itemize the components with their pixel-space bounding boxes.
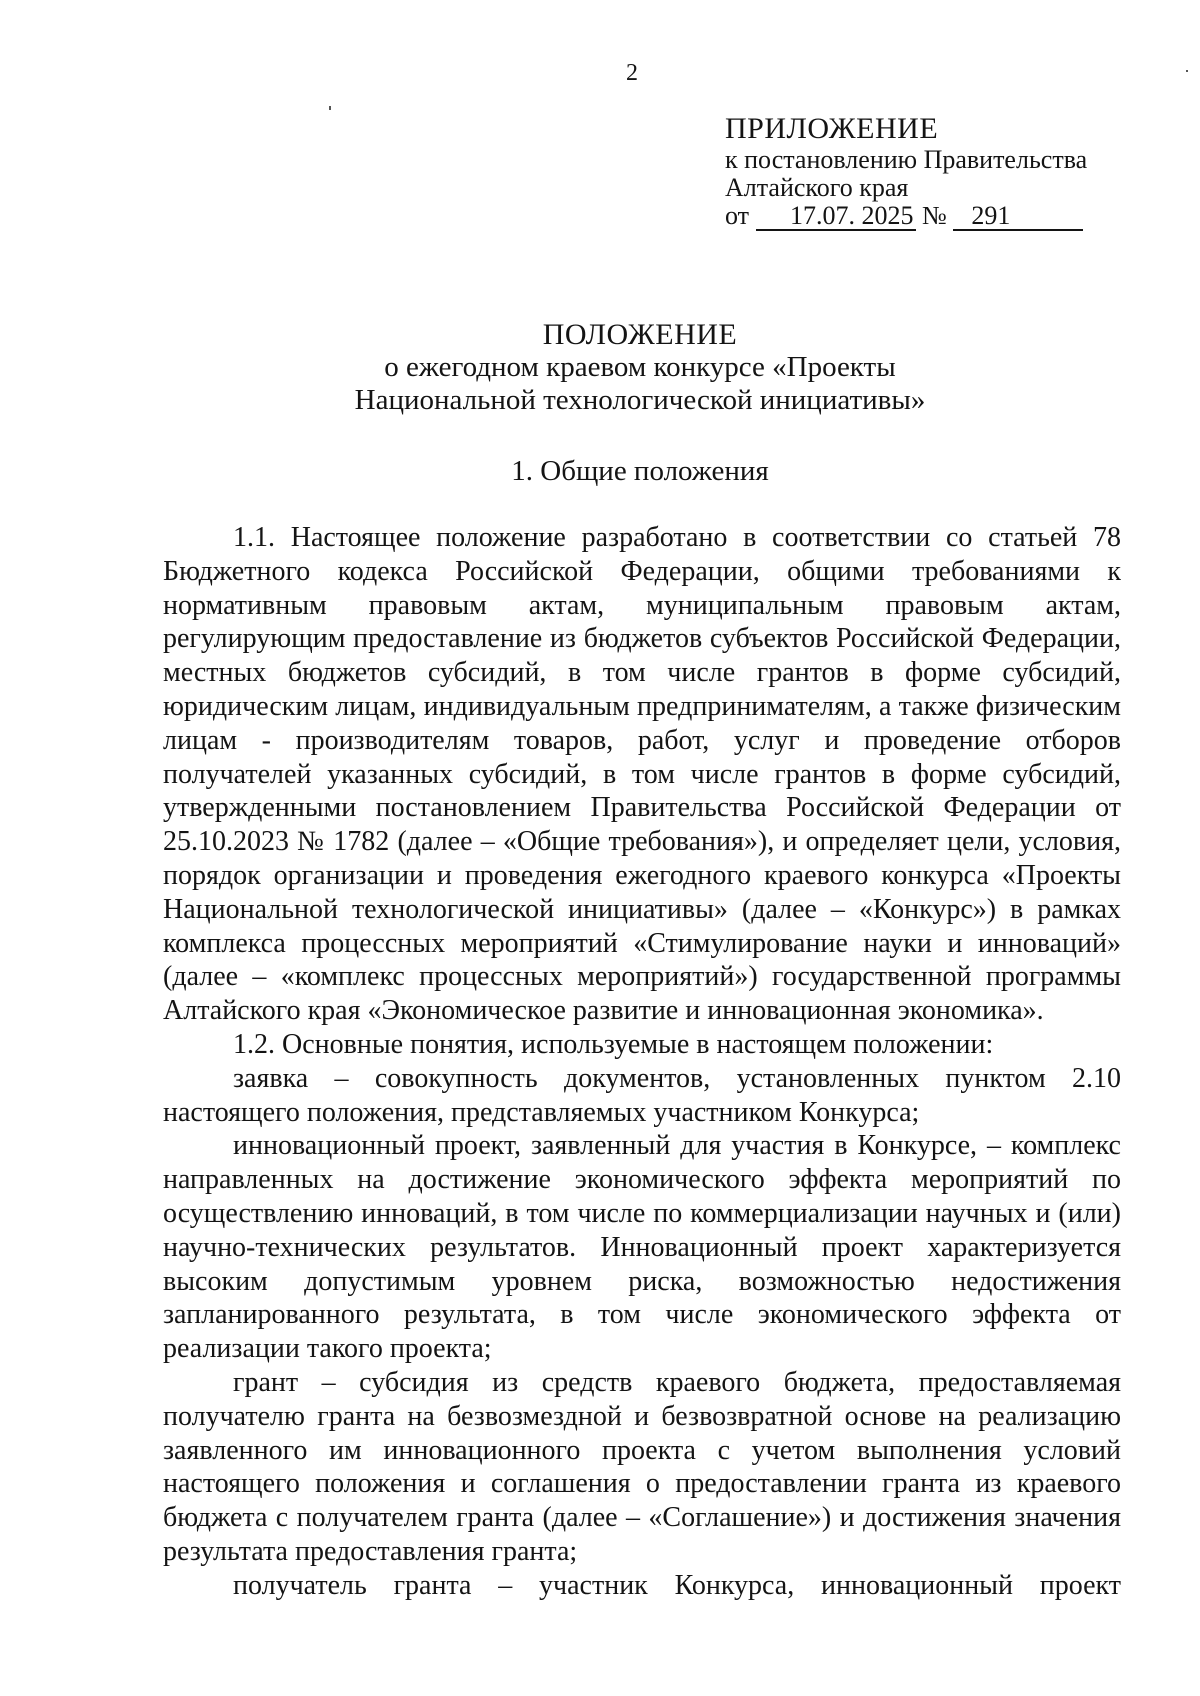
- paragraph-1-2: 1.2. Основные понятия, используемые в настоящем положении:: [233, 1028, 994, 1060]
- document-title: ПОЛОЖЕНИЕ: [542, 318, 738, 351]
- section-heading: 1. Общие положения: [511, 455, 769, 487]
- paragraph-1-1: 1.1. Настоящее положение разработано в соответствии со статьей 78 Бюджетного кодекса Российской Федерации, общими требованиями к нормативным правовым актам, муниципальным правовым актам, регулирующим предоставление из бюджетов субъектов Российской Федерации, местных бюджетов субсидий, в том числе грантов в форме субсидий, юридическим лицам, индивидуальным предпринимателям, а также физическим лицам - производителям товаров, работ, услуг и проведение отборов получателей указанных субсидий, в том числе грантов в форме субсидий, утвержденными постановлением Правительства Российской Федерации от 25.10.2023 № 1782 (далее – «Общие требования»), и определяет цели, условия, порядок организации и проведения ежегодного краевого конкурса «Проекты Национальной технологической инициативы» (далее – «Конкурс») в рамках комплекса процессных мероприятий «Стимулирование науки и инноваций» (далее – «комплекс процессных мероприятий») государственной программы Алтайского края «Экономическое развитие и инновационная экономика».: [163, 522, 1121, 1027]
- number-sign: №: [922, 201, 947, 230]
- scan-speck: [329, 106, 331, 110]
- section-body: [163, 521, 1121, 1603]
- definition-innovation-project: инновационный проект, заявленный для участия в Конкурсе, – комплекс направленных на достижение экономического эффекта мероприятий по осуществлению инноваций, в том числе по коммерциализации научных и (или) научно-технических результатов. Инновационный проект характеризуется высоким допустимым уровнем риска, возможностью недостижения запланированного результата, в том числе экономического эффекта от реализации такого проекта;: [163, 1130, 1121, 1365]
- appendix-block: [725, 112, 1087, 231]
- decree-date: 17.07. 2025: [756, 203, 916, 231]
- page-number: 2: [626, 60, 638, 86]
- definition-application: заявка – совокупность документов, установленных пунктом 2.10 настоящего положения, представляемых участником Конкурса;: [163, 1062, 1121, 1128]
- appendix-date-line: [725, 202, 1087, 231]
- definition-grant: грант – субсидия из средств краевого бюджета, предоставляемая получателю гранта на безвозмездной и безвозвратной основе на реализацию заявленного им инновационного проекта с учетом выполнения условий настоящего положения и соглашения о предоставлении гранта из краевого бюджета с получателем гранта (далее – «Соглашение») и достижения значения результата предоставления гранта;: [163, 1366, 1121, 1567]
- appendix-line-2: Алтайского края: [725, 173, 909, 202]
- date-prefix: от: [725, 201, 750, 230]
- document-subtitle-line-1: о ежегодном краевом конкурсе «Проекты: [384, 351, 896, 383]
- definition-grant-recipient: получатель гранта – участник Конкурса, инновационный проект: [233, 1569, 1121, 1601]
- appendix-title: ПРИЛОЖЕНИЕ: [725, 112, 939, 145]
- document-subtitle-line-2: Национальной технологической инициативы»: [354, 384, 926, 416]
- scan-speck: [1186, 70, 1188, 72]
- document-heading: [160, 318, 1120, 417]
- decree-number: 291: [953, 203, 1083, 231]
- appendix-line-1: к постановлению Правительства: [725, 145, 1088, 174]
